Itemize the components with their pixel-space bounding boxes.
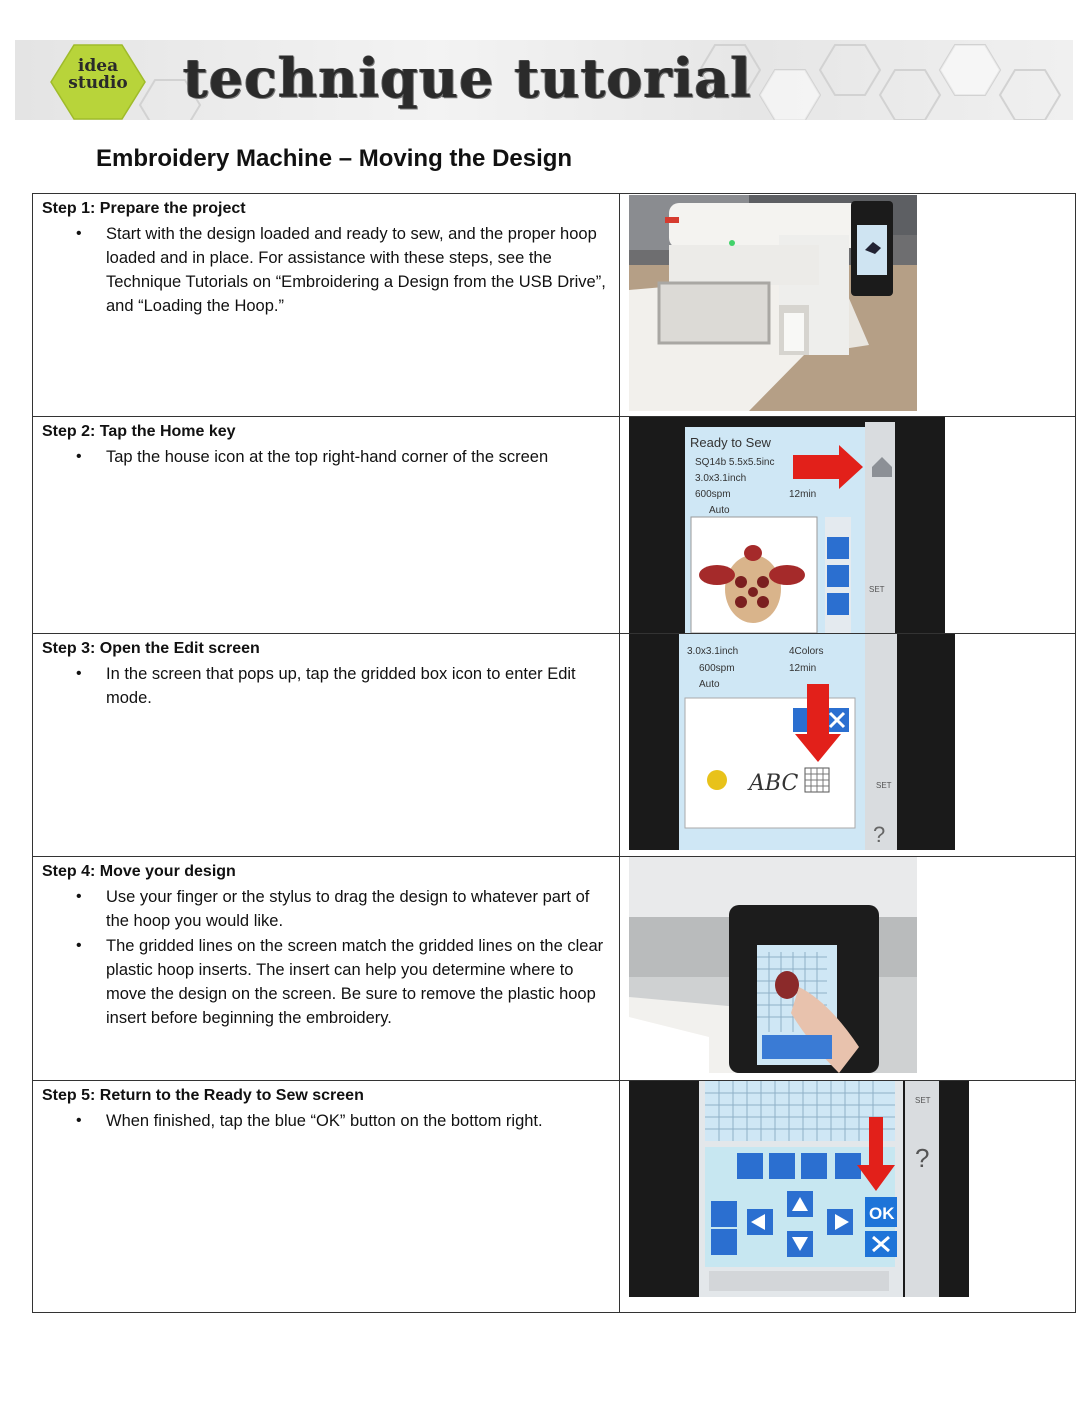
- step-text-cell: [33, 417, 620, 634]
- zoom-icon: [711, 1229, 737, 1255]
- step-bullets: [42, 445, 609, 469]
- step-image-cell: [620, 417, 1076, 634]
- step-bullet: • In the screen that pops up, tap the gridded box icon to enter Edit mode.: [106, 662, 609, 710]
- screen-line: 12min: [789, 663, 817, 674]
- screen-line: 4Colors: [789, 646, 824, 657]
- screen-side-label: SET: [869, 585, 885, 594]
- screen-line: 3.0x3.1inch: [687, 646, 739, 657]
- screen-line: SQ14b 5.5x5.5inc: [695, 457, 775, 468]
- ok-button-screen-photo: [629, 1081, 969, 1297]
- delete-icon: [801, 1153, 827, 1179]
- ok-button-label: OK: [869, 1204, 895, 1223]
- step-title: Step 3: Open the Edit screen: [42, 640, 260, 657]
- step-text-cell: [33, 1081, 620, 1313]
- step-bullets: [42, 1109, 609, 1133]
- step-bullets: [42, 222, 609, 318]
- step-row-3: [33, 634, 1076, 857]
- step-image-cell: [620, 634, 1076, 857]
- step-bullet: • Use your finger or the stylus to drag the design to whatever part of the hoop you would like.: [106, 885, 609, 933]
- step-bullet: • When finished, tap the blue “OK” button on the bottom right.: [106, 1109, 609, 1133]
- step-text-cell: [33, 634, 620, 857]
- moving-design-photo: [629, 857, 917, 1073]
- abc-text-icon: ABC: [749, 771, 799, 796]
- step-bullets: [42, 662, 609, 710]
- step-row-2: [33, 417, 1076, 634]
- step-row-5: [33, 1081, 1076, 1313]
- header-banner: [15, 40, 1073, 120]
- step-title: Step 1: Prepare the project: [42, 200, 246, 217]
- step-image-cell: [620, 1081, 1076, 1313]
- step-text-cell: [33, 857, 620, 1081]
- step-title: Step 2: Tap the Home key: [42, 423, 236, 440]
- step-row-1: [33, 194, 1076, 417]
- step-bullet: • The gridded lines on the screen match the gridded lines on the clear plastic hoop inserts. The insert can help you determine where to move the design on the screen. Be sure to remove the plastic hoop insert before beginning the embroidery.: [106, 934, 609, 1030]
- step-image-cell: [620, 194, 1076, 417]
- screen-line: 3.0x3.1inch: [695, 473, 747, 484]
- hand-icon: [711, 1201, 737, 1227]
- sewing-machine-photo: [629, 195, 917, 411]
- document-title: Embroidery Machine – Moving the Design: [96, 145, 573, 172]
- screen-line: Auto: [699, 679, 720, 690]
- edit-screen-photo: [629, 634, 955, 850]
- screen-line: 600spm: [699, 663, 735, 674]
- step-image-cell: [620, 857, 1076, 1081]
- screen-side-label: SET: [915, 1096, 931, 1105]
- step-row-4: [33, 857, 1076, 1081]
- step-title: Step 5: Return to the Ready to Sew screen: [42, 1087, 364, 1104]
- step-bullets: [42, 885, 609, 1030]
- step-title: Step 4: Move your design: [42, 863, 236, 880]
- help-icon: ?: [873, 822, 886, 847]
- step-bullet: • Tap the house icon at the top right-hand corner of the screen: [106, 445, 609, 469]
- steps-table: [32, 193, 1076, 1313]
- step-text-cell: [33, 194, 620, 417]
- grid-edit-icon: [805, 768, 829, 792]
- logo-text: idea studio: [68, 56, 128, 93]
- screen-line: Auto: [709, 505, 730, 516]
- flower-design-icon: [707, 770, 727, 790]
- step-bullet: • Start with the design loaded and ready to sew, and the proper hoop loaded and in place. For assistance with these steps, see the Technique Tutorials on “Embroidering a Design from the USB Drive”, and “Loading the Hoop.”: [106, 222, 609, 318]
- ready-to-sew-screen-photo: [629, 417, 945, 633]
- screen-side-label: SET: [876, 781, 892, 790]
- banner-title: technique tutorial: [183, 46, 753, 110]
- screen-line: 12min: [789, 489, 817, 500]
- help-icon: ?: [915, 1143, 930, 1173]
- screen-header: Ready to Sew: [690, 435, 771, 450]
- screen-line: 600spm: [695, 489, 731, 500]
